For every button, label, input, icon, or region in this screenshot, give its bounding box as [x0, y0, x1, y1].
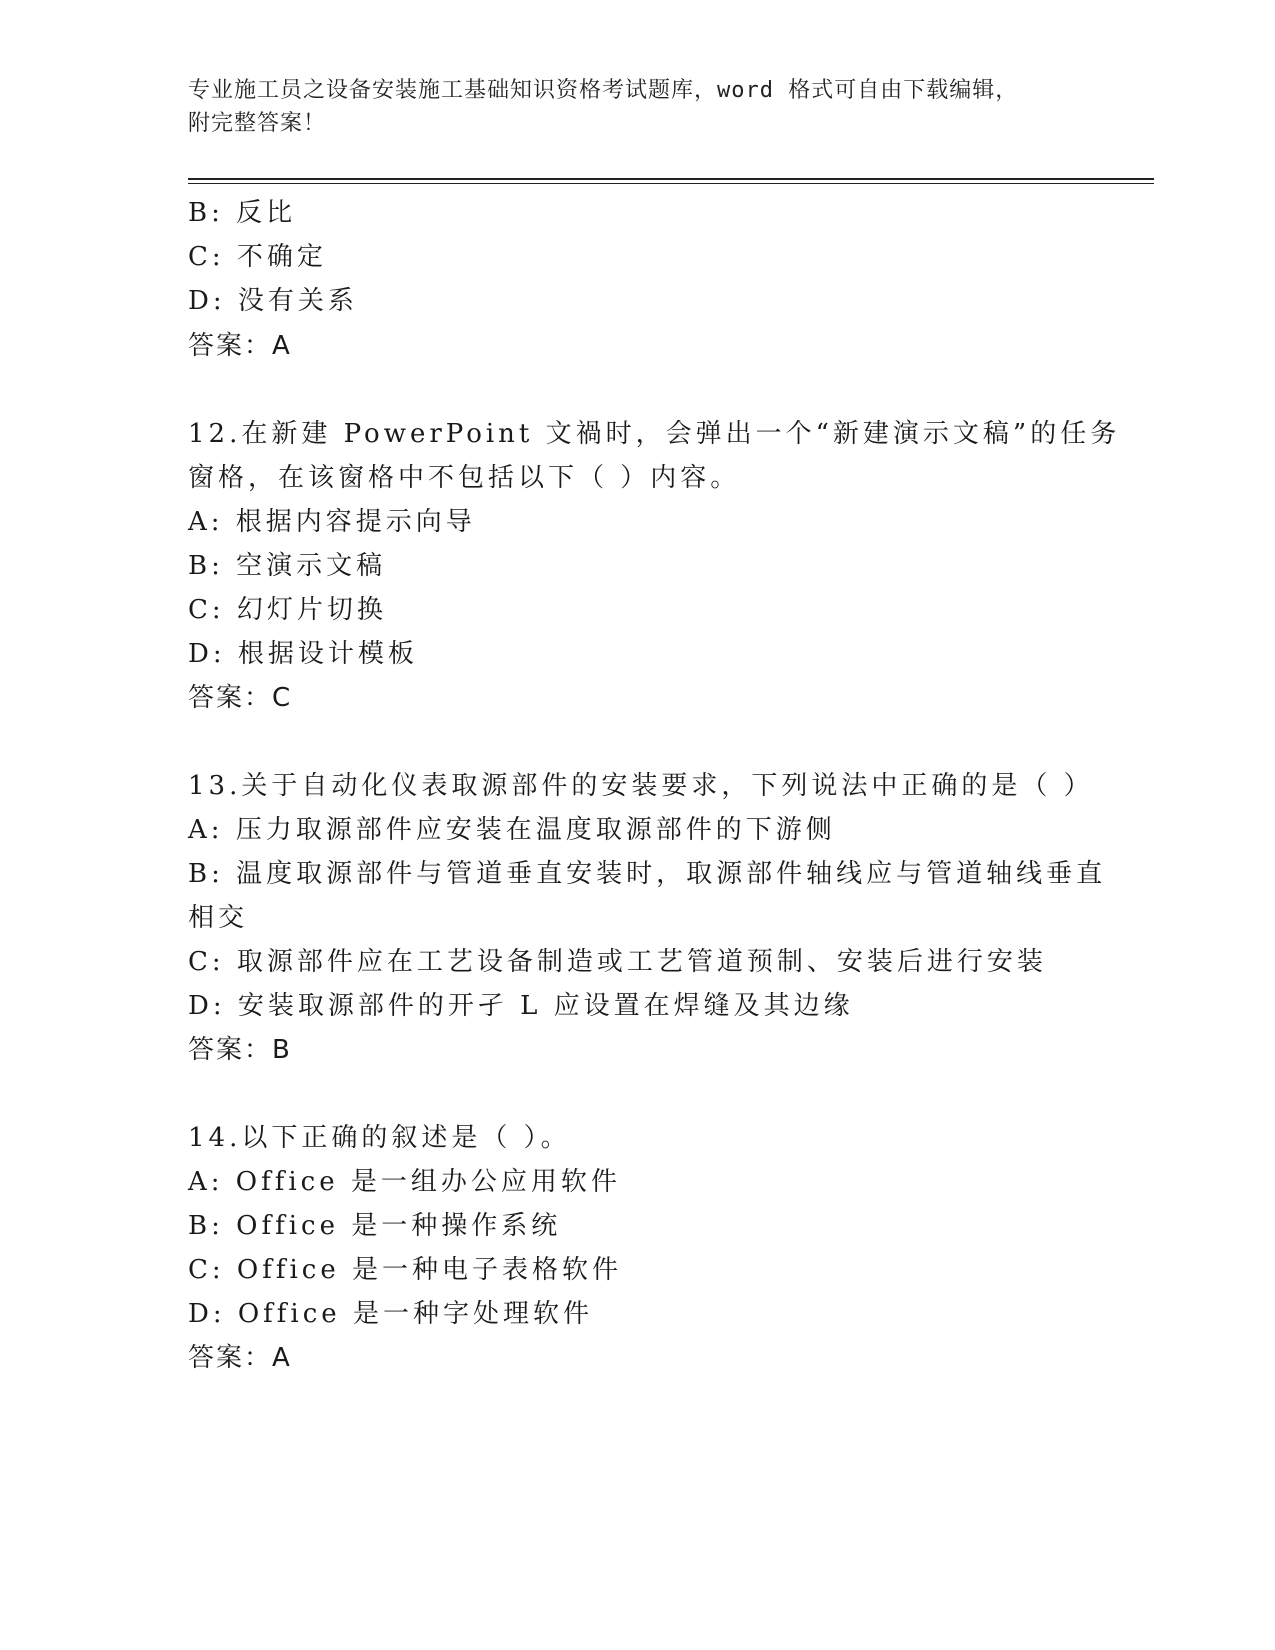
header-line-2: 附完整答案！ — [188, 111, 327, 136]
q12-stem-line-2: 窗格，在该窗格中不包括以下（ ）内容。 — [188, 463, 741, 493]
q13-option-c: C: 取源部件应在工艺设备制造或工艺管道预制、安装后进行安装 — [188, 947, 1047, 977]
q13-option-d: D: 安装取源部件的开孑 L 应设置在焊缝及其边缘 — [188, 991, 854, 1021]
q12-option-d: D: 根据设计模板 — [188, 639, 418, 669]
q14-option-a: A: Office 是一组办公应用软件 — [188, 1167, 621, 1197]
q12-stem-line-1: 12.在新建 PowerPoint 文禍时，会弹出一个“新建演示文稿”的任务 — [188, 419, 1121, 449]
document-header — [188, 74, 1088, 140]
q13-answer: 答案：B — [188, 1035, 292, 1065]
q14-answer: 答案：A — [188, 1343, 292, 1373]
q12-option-b: B: 空演示文稿 — [188, 551, 387, 581]
q11-option-d: D: 没有关系 — [188, 286, 358, 316]
q13-option-a: A: 压力取源部件应安装在温度取源部件的下游侧 — [188, 815, 836, 845]
header-line-1: 专业施工员之设备安装施工基础知识资格考试题库，word 格式可自由下载编辑， — [188, 78, 1019, 103]
q13-stem: 13.关于自动化仪表取源部件的安装要求，下列说法中正确的是（ ） — [188, 771, 1094, 801]
q14-stem: 14.以下正确的叙述是（ ）。 — [188, 1123, 571, 1153]
q14-option-c: C: Office 是一种电子表格软件 — [188, 1255, 623, 1285]
q11-option-b: B: 反比 — [188, 198, 297, 228]
q14-option-d: D: Office 是一种字处理软件 — [188, 1299, 593, 1329]
q13-option-b-line-2: 相交 — [188, 903, 249, 933]
q12-option-a: A: 根据内容提示向导 — [188, 507, 476, 537]
q12-option-c: C: 幻灯片切换 — [188, 595, 387, 625]
header-divider-thin — [188, 183, 1154, 184]
q13-option-b-line-1: B: 温度取源部件与管道垂直安装时，取源部件轴线应与管道轴线垂直 — [188, 859, 1107, 889]
q11-option-c: C: 不确定 — [188, 242, 327, 272]
header-divider-thick — [188, 178, 1154, 180]
q11-answer: 答案：A — [188, 331, 292, 361]
q14-option-b: B: Office 是一种操作系统 — [188, 1211, 562, 1241]
q12-answer: 答案：C — [188, 683, 293, 713]
